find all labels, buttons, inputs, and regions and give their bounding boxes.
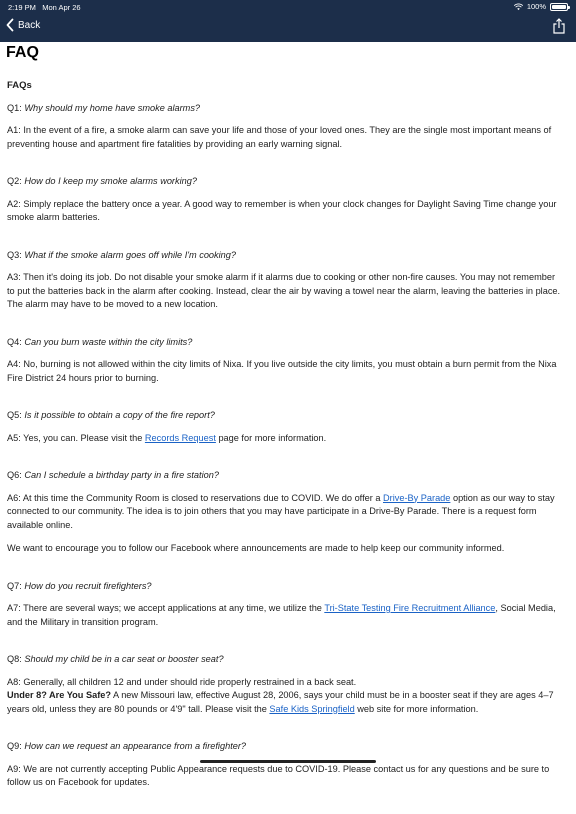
- safe-kids-springfield-link[interactable]: Safe Kids Springfield: [269, 703, 355, 714]
- back-label: Back: [18, 19, 41, 31]
- question-6: Q6: Can I schedule a birthday party in a fire station?: [7, 470, 219, 480]
- answer-6-followup: We want to encourage you to follow our Facebook where announcements are made to help keep our community informed.: [7, 543, 505, 553]
- tri-state-testing-link[interactable]: Tri-State Testing Fire Recruitment Alliance: [324, 603, 496, 613]
- status-indicators: [514, 2, 568, 11]
- share-icon[interactable]: [552, 18, 566, 34]
- question-2: Q2: How do I keep my smoke alarms working?: [7, 176, 197, 186]
- question-9: Q9: How can we request an appearance from a firefighter?: [7, 741, 247, 751]
- nav-header: [0, 0, 576, 42]
- answer-7: A7: There are several ways; we accept applications at any time, we utilize the Tri-State Testing Fire Recruitment Alliance, Social Media, and the Military in transition program.: [7, 603, 556, 627]
- home-indicator[interactable]: [200, 760, 376, 763]
- battery-percent: 100%: [526, 2, 546, 11]
- status-bar: [0, 0, 576, 14]
- battery-fill: [552, 5, 566, 9]
- back-button[interactable]: [6, 18, 40, 32]
- battery-icon: [550, 3, 568, 11]
- question-1: Q1: Why should my home have smoke alarms?: [7, 102, 201, 113]
- question-7: Q7: How do you recruit firefighters?: [7, 580, 152, 591]
- answer-9: A9: We are not currently accepting Public Appearance requests due to COVID-19. Please contact us for any questions and be sure to follow us on Facebook for updates.: [7, 763, 550, 787]
- answer-5: A5: Yes, you can. Please visit the Records Request page for more information.: [7, 432, 327, 443]
- question-5: Q5: Is it possible to obtain a copy of the fire report?: [7, 410, 215, 420]
- page-title: FAQ: [6, 44, 39, 61]
- records-request-link[interactable]: Records Request: [144, 432, 216, 443]
- question-8: Q8: Should my child be in a car seat or booster seat?: [7, 654, 224, 664]
- status-time: 2:19 PM Mon Apr 26: [8, 3, 81, 12]
- chevron-left-icon: [6, 18, 14, 32]
- faqs-heading: FAQs: [7, 80, 32, 91]
- answer-8: A8: Generally, all children 12 and under should ride properly restrained in a back seat. Under 8? Are You Safe? A new Missouri law, effective August 28, 2006, says your child must be in a booster seat if they are ages 4–7 years old, unless they are 80 pounds or 4'9" tall. Please visit the Safe Kids Springfield web site for more information.: [7, 676, 554, 714]
- answer-1: A1: In the event of a fire, a smoke alarm can save your life and those of your loved ones. They are the single most important means of preventing house and apartment fire fatalities by providing an early warning signal.: [7, 125, 552, 149]
- question-4: Q4: Can you burn waste within the city limits?: [7, 336, 193, 347]
- answer-3: A3: Then it's doing its job. Do not disable your smoke alarm if it alarms due to cooking or other non-fire causes. You may not remember to put the batteries back in the alarm after cooking. Instead, clear the air by waving a towel near the alarm, leaving the batteries in place. The alarm may have to be moved to a new location.: [7, 272, 561, 309]
- question-3: Q3: What if the smoke alarm goes off while I'm cooking?: [7, 249, 237, 260]
- wifi-icon: [514, 3, 523, 11]
- faq-content: [7, 79, 565, 814]
- answer-6: A6: At this time the Community Room is closed to reservations due to COVID. We do offer a Drive-By Parade option as our way to stay connected to our community. The idea is to join others that you may have participate in a Drive-By Parade. There is a request form available online. We want to encourage you to follow our Facebook where announcements are made to help keep our community informed.: [7, 492, 565, 556]
- answer-2: A2: Simply replace the battery once a year. A good way to remember is when your clock changes for Daylight Saving Time change your smoke alarm batteries.: [7, 198, 557, 222]
- drive-by-parade-link[interactable]: Drive-By Parade: [383, 492, 451, 503]
- answer-4: A4: No, burning is not allowed within the city limits of Nixa. If you live outside the city limits, you must obtain a burn permit from the Nixa Fire District 24 hours prior to burning.: [7, 359, 557, 383]
